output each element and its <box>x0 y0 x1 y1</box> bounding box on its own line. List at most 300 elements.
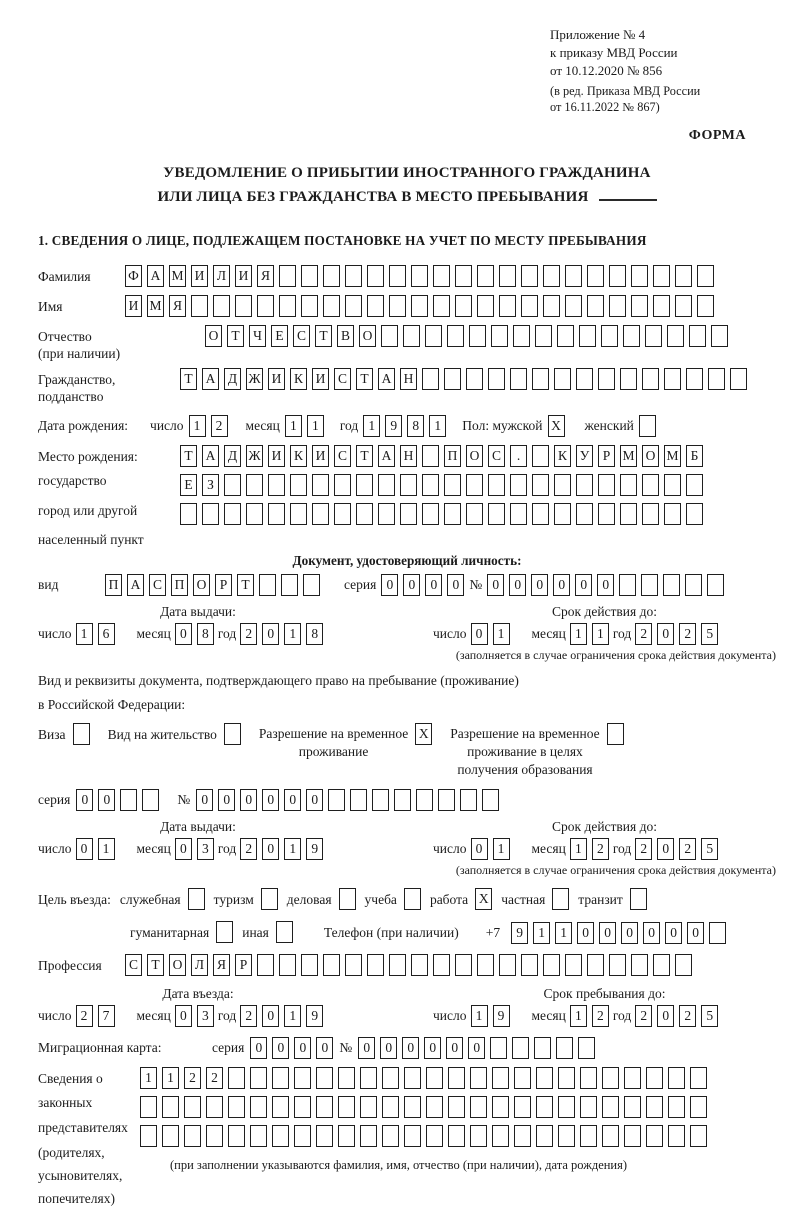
stay-issue-month-box[interactable]: 0 <box>175 838 192 860</box>
legal-reps-char-box[interactable]: 1 <box>162 1067 179 1089</box>
birth-place-char-box[interactable] <box>598 474 615 496</box>
doc-number-box[interactable] <box>641 574 658 596</box>
stay-issue-year-box[interactable]: 0 <box>262 838 279 860</box>
legal-reps-char-box[interactable] <box>294 1125 311 1147</box>
birth-place-char-box[interactable]: . <box>510 445 527 467</box>
name-char-box[interactable] <box>345 295 362 317</box>
surname-char-box[interactable] <box>565 265 582 287</box>
stay-expiry-year-box[interactable]: 0 <box>657 838 674 860</box>
legal-reps-char-box[interactable] <box>228 1096 245 1118</box>
name-char-box[interactable] <box>587 295 604 317</box>
citizenship-char-box[interactable] <box>664 368 681 390</box>
migration-card-series-box[interactable]: 0 <box>316 1037 333 1059</box>
stay-until-month-box[interactable]: 1 <box>570 1005 587 1027</box>
birth-year-box[interactable]: 8 <box>407 415 424 437</box>
issue-year-box[interactable]: 2 <box>240 623 257 645</box>
issue-day-box[interactable]: 1 <box>76 623 93 645</box>
citizenship-char-box[interactable] <box>642 368 659 390</box>
doc-series-box[interactable]: 0 <box>425 574 442 596</box>
stay-doc-number-box[interactable]: 0 <box>240 789 257 811</box>
patronymic-char-box[interactable] <box>513 325 530 347</box>
legal-reps-char-box[interactable] <box>272 1067 289 1089</box>
profession-char-box[interactable] <box>565 954 582 976</box>
entry-day-box[interactable]: 2 <box>76 1005 93 1027</box>
legal-reps-char-box[interactable] <box>250 1067 267 1089</box>
patronymic-char-box[interactable] <box>491 325 508 347</box>
birth-place-char-box[interactable] <box>510 503 527 525</box>
legal-reps-char-box[interactable] <box>360 1096 377 1118</box>
purpose-official-checkbox[interactable] <box>188 888 205 910</box>
legal-reps-char-box[interactable] <box>294 1067 311 1089</box>
legal-reps-char-box[interactable] <box>690 1096 707 1118</box>
birth-place-char-box[interactable] <box>334 503 351 525</box>
patronymic-char-box[interactable] <box>601 325 618 347</box>
legal-reps-char-box[interactable] <box>668 1096 685 1118</box>
legal-reps-char-box[interactable] <box>228 1125 245 1147</box>
profession-char-box[interactable] <box>587 954 604 976</box>
surname-char-box[interactable] <box>697 265 714 287</box>
surname-char-box[interactable] <box>389 265 406 287</box>
profession-char-box[interactable]: С <box>125 954 142 976</box>
citizenship-char-box[interactable]: Ж <box>246 368 263 390</box>
birth-place-char-box[interactable] <box>642 474 659 496</box>
purpose-other-checkbox[interactable] <box>276 921 293 943</box>
entry-year-box[interactable]: 9 <box>306 1005 323 1027</box>
profession-char-box[interactable]: Т <box>147 954 164 976</box>
birth-place-char-box[interactable] <box>510 474 527 496</box>
birth-day-box[interactable]: 1 <box>189 415 206 437</box>
stay-doc-number-box[interactable] <box>372 789 389 811</box>
legal-reps-char-box[interactable] <box>536 1067 553 1089</box>
expiry-day-box[interactable]: 0 <box>471 623 488 645</box>
birth-place-char-box[interactable]: Б <box>686 445 703 467</box>
patronymic-char-box[interactable]: Е <box>271 325 288 347</box>
stay-doc-series-box[interactable] <box>120 789 137 811</box>
patronymic-char-box[interactable] <box>381 325 398 347</box>
entry-year-box[interactable]: 0 <box>262 1005 279 1027</box>
doc-number-box[interactable]: 0 <box>531 574 548 596</box>
citizenship-char-box[interactable] <box>422 368 439 390</box>
stay-doc-number-box[interactable] <box>460 789 477 811</box>
surname-char-box[interactable]: Л <box>213 265 230 287</box>
name-char-box[interactable] <box>675 295 692 317</box>
birth-place-char-box[interactable]: К <box>554 445 571 467</box>
legal-reps-char-box[interactable] <box>382 1096 399 1118</box>
birth-place-char-box[interactable]: О <box>466 445 483 467</box>
doc-series-box[interactable]: 0 <box>403 574 420 596</box>
male-checkbox[interactable]: X <box>548 415 565 437</box>
purpose-work-checkbox[interactable]: X <box>475 888 492 910</box>
birth-place-char-box[interactable]: З <box>202 474 219 496</box>
stay-issue-day-box[interactable]: 1 <box>98 838 115 860</box>
birth-place-char-box[interactable] <box>422 474 439 496</box>
citizenship-char-box[interactable]: С <box>334 368 351 390</box>
migration-card-series-box[interactable]: 0 <box>272 1037 289 1059</box>
legal-reps-char-box[interactable]: 2 <box>206 1067 223 1089</box>
legal-reps-char-box[interactable]: 2 <box>184 1067 201 1089</box>
purpose-tourism-checkbox[interactable] <box>261 888 278 910</box>
birth-place-char-box[interactable]: О <box>642 445 659 467</box>
surname-char-box[interactable]: Ф <box>125 265 142 287</box>
legal-reps-char-box[interactable] <box>558 1096 575 1118</box>
birth-place-char-box[interactable]: С <box>488 445 505 467</box>
legal-reps-char-box[interactable] <box>426 1067 443 1089</box>
surname-char-box[interactable] <box>301 265 318 287</box>
expiry-year-box[interactable]: 0 <box>657 623 674 645</box>
surname-char-box[interactable] <box>631 265 648 287</box>
issue-day-box[interactable]: 6 <box>98 623 115 645</box>
phone-digit-box[interactable]: 0 <box>665 922 682 944</box>
legal-reps-char-box[interactable] <box>316 1125 333 1147</box>
expiry-month-box[interactable]: 1 <box>570 623 587 645</box>
birth-year-box[interactable]: 1 <box>429 415 446 437</box>
citizenship-char-box[interactable]: Т <box>356 368 373 390</box>
birth-place-char-box[interactable]: Т <box>356 445 373 467</box>
name-char-box[interactable]: И <box>125 295 142 317</box>
birth-place-char-box[interactable] <box>554 503 571 525</box>
surname-char-box[interactable]: Я <box>257 265 274 287</box>
legal-reps-char-box[interactable] <box>690 1125 707 1147</box>
citizenship-char-box[interactable]: А <box>378 368 395 390</box>
birth-place-char-box[interactable] <box>312 474 329 496</box>
birth-place-char-box[interactable] <box>620 503 637 525</box>
patronymic-char-box[interactable] <box>469 325 486 347</box>
birth-place-char-box[interactable] <box>532 445 549 467</box>
legal-reps-char-box[interactable] <box>184 1096 201 1118</box>
name-char-box[interactable] <box>653 295 670 317</box>
legal-reps-char-box[interactable] <box>690 1067 707 1089</box>
birth-place-char-box[interactable]: П <box>444 445 461 467</box>
legal-reps-char-box[interactable] <box>624 1067 641 1089</box>
legal-reps-char-box[interactable] <box>338 1067 355 1089</box>
surname-char-box[interactable]: И <box>235 265 252 287</box>
phone-digit-box[interactable]: 0 <box>687 922 704 944</box>
migration-card-number-box[interactable]: 0 <box>424 1037 441 1059</box>
patronymic-char-box[interactable]: О <box>205 325 222 347</box>
purpose-study-checkbox[interactable] <box>404 888 421 910</box>
phone-digit-box[interactable]: 0 <box>599 922 616 944</box>
surname-char-box[interactable] <box>345 265 362 287</box>
birth-place-char-box[interactable] <box>378 474 395 496</box>
birth-place-char-box[interactable] <box>246 503 263 525</box>
name-char-box[interactable] <box>301 295 318 317</box>
profession-char-box[interactable]: О <box>169 954 186 976</box>
birth-place-char-box[interactable]: Ж <box>246 445 263 467</box>
legal-reps-char-box[interactable] <box>558 1067 575 1089</box>
birth-place-char-box[interactable] <box>356 474 373 496</box>
legal-reps-char-box[interactable] <box>316 1067 333 1089</box>
phone-digit-box[interactable]: 1 <box>555 922 572 944</box>
legal-reps-char-box[interactable] <box>492 1125 509 1147</box>
stay-until-year-box[interactable]: 0 <box>657 1005 674 1027</box>
profession-char-box[interactable] <box>433 954 450 976</box>
doc-kind-char-box[interactable]: О <box>193 574 210 596</box>
surname-char-box[interactable]: А <box>147 265 164 287</box>
legal-reps-char-box[interactable] <box>580 1067 597 1089</box>
stay-until-year-box[interactable]: 5 <box>701 1005 718 1027</box>
birth-place-char-box[interactable]: Е <box>180 474 197 496</box>
doc-series-box[interactable]: 0 <box>447 574 464 596</box>
profession-char-box[interactable]: Л <box>191 954 208 976</box>
stay-expiry-day-box[interactable]: 1 <box>493 838 510 860</box>
name-char-box[interactable] <box>367 295 384 317</box>
legal-reps-char-box[interactable] <box>140 1125 157 1147</box>
birth-place-char-box[interactable] <box>576 503 593 525</box>
doc-number-box[interactable]: 0 <box>509 574 526 596</box>
expiry-day-box[interactable]: 1 <box>493 623 510 645</box>
legal-reps-char-box[interactable] <box>668 1125 685 1147</box>
entry-month-box[interactable]: 0 <box>175 1005 192 1027</box>
stay-issue-year-box[interactable]: 2 <box>240 838 257 860</box>
stay-issue-month-box[interactable]: 3 <box>197 838 214 860</box>
profession-char-box[interactable] <box>257 954 274 976</box>
birth-place-char-box[interactable] <box>466 503 483 525</box>
patronymic-char-box[interactable] <box>425 325 442 347</box>
entry-day-box[interactable]: 7 <box>98 1005 115 1027</box>
surname-char-box[interactable] <box>521 265 538 287</box>
birth-place-char-box[interactable] <box>224 474 241 496</box>
profession-char-box[interactable] <box>367 954 384 976</box>
profession-char-box[interactable]: Р <box>235 954 252 976</box>
stay-doc-number-box[interactable] <box>328 789 345 811</box>
profession-char-box[interactable] <box>521 954 538 976</box>
birth-place-char-box[interactable]: Р <box>598 445 615 467</box>
citizenship-char-box[interactable]: А <box>202 368 219 390</box>
temp-residence-education-checkbox[interactable] <box>607 723 624 745</box>
stay-doc-number-box[interactable]: 0 <box>218 789 235 811</box>
name-char-box[interactable] <box>499 295 516 317</box>
surname-char-box[interactable] <box>543 265 560 287</box>
birth-place-char-box[interactable] <box>532 503 549 525</box>
surname-char-box[interactable] <box>279 265 296 287</box>
legal-reps-char-box[interactable] <box>492 1096 509 1118</box>
birth-place-char-box[interactable] <box>444 474 461 496</box>
profession-char-box[interactable] <box>345 954 362 976</box>
legal-reps-char-box[interactable] <box>228 1067 245 1089</box>
migration-card-number-box[interactable] <box>490 1037 507 1059</box>
doc-number-box[interactable] <box>663 574 680 596</box>
legal-reps-char-box[interactable] <box>536 1096 553 1118</box>
legal-reps-char-box[interactable] <box>448 1125 465 1147</box>
legal-reps-char-box[interactable] <box>184 1125 201 1147</box>
stay-doc-number-box[interactable]: 0 <box>306 789 323 811</box>
stay-until-year-box[interactable]: 2 <box>635 1005 652 1027</box>
birth-place-char-box[interactable]: А <box>202 445 219 467</box>
citizenship-char-box[interactable] <box>576 368 593 390</box>
legal-reps-char-box[interactable] <box>272 1125 289 1147</box>
citizenship-char-box[interactable] <box>510 368 527 390</box>
birth-place-char-box[interactable] <box>422 503 439 525</box>
migration-card-series-box[interactable]: 0 <box>250 1037 267 1059</box>
expiry-year-box[interactable]: 5 <box>701 623 718 645</box>
surname-char-box[interactable] <box>675 265 692 287</box>
stay-doc-number-box[interactable]: 0 <box>284 789 301 811</box>
birth-place-char-box[interactable] <box>466 474 483 496</box>
birth-place-char-box[interactable]: Д <box>224 445 241 467</box>
stay-expiry-day-box[interactable]: 0 <box>471 838 488 860</box>
doc-kind-char-box[interactable] <box>281 574 298 596</box>
phone-digit-box[interactable]: 0 <box>621 922 638 944</box>
birth-place-char-box[interactable] <box>664 474 681 496</box>
stay-issue-day-box[interactable]: 0 <box>76 838 93 860</box>
doc-number-box[interactable] <box>619 574 636 596</box>
stay-until-month-box[interactable]: 2 <box>592 1005 609 1027</box>
patronymic-char-box[interactable] <box>535 325 552 347</box>
doc-kind-char-box[interactable]: Т <box>237 574 254 596</box>
stay-issue-year-box[interactable]: 9 <box>306 838 323 860</box>
purpose-transit-checkbox[interactable] <box>630 888 647 910</box>
legal-reps-char-box[interactable] <box>580 1125 597 1147</box>
doc-kind-char-box[interactable]: П <box>105 574 122 596</box>
profession-char-box[interactable] <box>543 954 560 976</box>
patronymic-char-box[interactable]: Ч <box>249 325 266 347</box>
legal-reps-char-box[interactable] <box>162 1125 179 1147</box>
citizenship-char-box[interactable]: И <box>312 368 329 390</box>
legal-reps-char-box[interactable] <box>404 1096 421 1118</box>
profession-char-box[interactable] <box>653 954 670 976</box>
birth-place-char-box[interactable] <box>400 474 417 496</box>
birth-place-char-box[interactable]: С <box>334 445 351 467</box>
doc-number-box[interactable]: 0 <box>487 574 504 596</box>
legal-reps-char-box[interactable] <box>668 1067 685 1089</box>
stay-until-year-box[interactable]: 2 <box>679 1005 696 1027</box>
birth-place-char-box[interactable]: М <box>664 445 681 467</box>
birth-place-char-box[interactable]: У <box>576 445 593 467</box>
name-char-box[interactable] <box>191 295 208 317</box>
doc-kind-char-box[interactable]: С <box>149 574 166 596</box>
legal-reps-char-box[interactable] <box>492 1067 509 1089</box>
surname-char-box[interactable] <box>367 265 384 287</box>
birth-year-box[interactable]: 9 <box>385 415 402 437</box>
stay-doc-number-box[interactable] <box>416 789 433 811</box>
doc-number-box[interactable] <box>707 574 724 596</box>
migration-card-number-box[interactable] <box>534 1037 551 1059</box>
name-char-box[interactable] <box>565 295 582 317</box>
stay-doc-number-box[interactable] <box>394 789 411 811</box>
profession-char-box[interactable] <box>609 954 626 976</box>
patronymic-char-box[interactable]: О <box>359 325 376 347</box>
migration-card-number-box[interactable]: 0 <box>446 1037 463 1059</box>
legal-reps-char-box[interactable] <box>624 1125 641 1147</box>
entry-month-box[interactable]: 3 <box>197 1005 214 1027</box>
surname-char-box[interactable]: И <box>191 265 208 287</box>
profession-char-box[interactable]: Я <box>213 954 230 976</box>
legal-reps-char-box[interactable] <box>404 1067 421 1089</box>
birth-place-char-box[interactable] <box>312 503 329 525</box>
citizenship-char-box[interactable]: Т <box>180 368 197 390</box>
stay-until-day-box[interactable]: 9 <box>493 1005 510 1027</box>
birth-place-char-box[interactable] <box>444 503 461 525</box>
name-char-box[interactable] <box>389 295 406 317</box>
legal-reps-char-box[interactable] <box>558 1125 575 1147</box>
legal-reps-char-box[interactable] <box>250 1125 267 1147</box>
name-char-box[interactable] <box>323 295 340 317</box>
citizenship-char-box[interactable]: Н <box>400 368 417 390</box>
patronymic-char-box[interactable] <box>579 325 596 347</box>
citizenship-char-box[interactable] <box>686 368 703 390</box>
residence-permit-checkbox[interactable] <box>224 723 241 745</box>
legal-reps-char-box[interactable] <box>426 1096 443 1118</box>
legal-reps-char-box[interactable] <box>404 1125 421 1147</box>
profession-char-box[interactable] <box>323 954 340 976</box>
migration-card-number-box[interactable]: 0 <box>468 1037 485 1059</box>
patronymic-char-box[interactable] <box>689 325 706 347</box>
patronymic-char-box[interactable] <box>557 325 574 347</box>
migration-card-number-box[interactable]: 0 <box>380 1037 397 1059</box>
legal-reps-char-box[interactable] <box>646 1096 663 1118</box>
patronymic-char-box[interactable] <box>645 325 662 347</box>
name-char-box[interactable] <box>433 295 450 317</box>
profession-char-box[interactable] <box>675 954 692 976</box>
legal-reps-char-box[interactable] <box>382 1125 399 1147</box>
legal-reps-char-box[interactable] <box>140 1096 157 1118</box>
stay-expiry-year-box[interactable]: 5 <box>701 838 718 860</box>
stay-doc-number-box[interactable]: 0 <box>262 789 279 811</box>
birth-place-char-box[interactable] <box>290 503 307 525</box>
profession-char-box[interactable] <box>301 954 318 976</box>
visa-checkbox[interactable] <box>73 723 90 745</box>
patronymic-char-box[interactable]: В <box>337 325 354 347</box>
name-char-box[interactable] <box>543 295 560 317</box>
stay-doc-number-box[interactable] <box>482 789 499 811</box>
expiry-year-box[interactable]: 2 <box>679 623 696 645</box>
legal-reps-char-box[interactable] <box>580 1096 597 1118</box>
name-char-box[interactable] <box>697 295 714 317</box>
purpose-humanitarian-checkbox[interactable] <box>216 921 233 943</box>
birth-place-char-box[interactable] <box>598 503 615 525</box>
name-char-box[interactable] <box>455 295 472 317</box>
birth-place-char-box[interactable] <box>554 474 571 496</box>
entry-year-box[interactable]: 1 <box>284 1005 301 1027</box>
name-char-box[interactable] <box>279 295 296 317</box>
issue-month-box[interactable]: 8 <box>197 623 214 645</box>
profession-char-box[interactable] <box>455 954 472 976</box>
legal-reps-char-box[interactable] <box>206 1125 223 1147</box>
doc-kind-char-box[interactable] <box>303 574 320 596</box>
legal-reps-char-box[interactable] <box>602 1067 619 1089</box>
birth-place-char-box[interactable]: Н <box>400 445 417 467</box>
legal-reps-char-box[interactable] <box>338 1096 355 1118</box>
birth-place-char-box[interactable] <box>488 474 505 496</box>
stay-expiry-month-box[interactable]: 2 <box>592 838 609 860</box>
citizenship-char-box[interactable] <box>444 368 461 390</box>
patronymic-char-box[interactable]: Т <box>227 325 244 347</box>
doc-number-box[interactable]: 0 <box>575 574 592 596</box>
birth-place-char-box[interactable]: Т <box>180 445 197 467</box>
citizenship-char-box[interactable] <box>730 368 747 390</box>
patronymic-char-box[interactable]: С <box>293 325 310 347</box>
stay-doc-number-box[interactable] <box>350 789 367 811</box>
issue-year-box[interactable]: 1 <box>284 623 301 645</box>
profession-char-box[interactable] <box>499 954 516 976</box>
phone-digit-box[interactable] <box>709 922 726 944</box>
profession-char-box[interactable] <box>279 954 296 976</box>
expiry-month-box[interactable]: 1 <box>592 623 609 645</box>
birth-place-char-box[interactable] <box>642 503 659 525</box>
stay-doc-number-box[interactable] <box>438 789 455 811</box>
legal-reps-char-box[interactable] <box>470 1067 487 1089</box>
citizenship-char-box[interactable]: Д <box>224 368 241 390</box>
birth-place-char-box[interactable] <box>268 503 285 525</box>
stay-issue-year-box[interactable]: 1 <box>284 838 301 860</box>
legal-reps-char-box[interactable] <box>536 1125 553 1147</box>
birth-place-char-box[interactable] <box>224 503 241 525</box>
birth-place-char-box[interactable] <box>268 474 285 496</box>
patronymic-char-box[interactable] <box>623 325 640 347</box>
birth-place-char-box[interactable] <box>422 445 439 467</box>
surname-char-box[interactable] <box>455 265 472 287</box>
legal-reps-char-box[interactable] <box>646 1125 663 1147</box>
